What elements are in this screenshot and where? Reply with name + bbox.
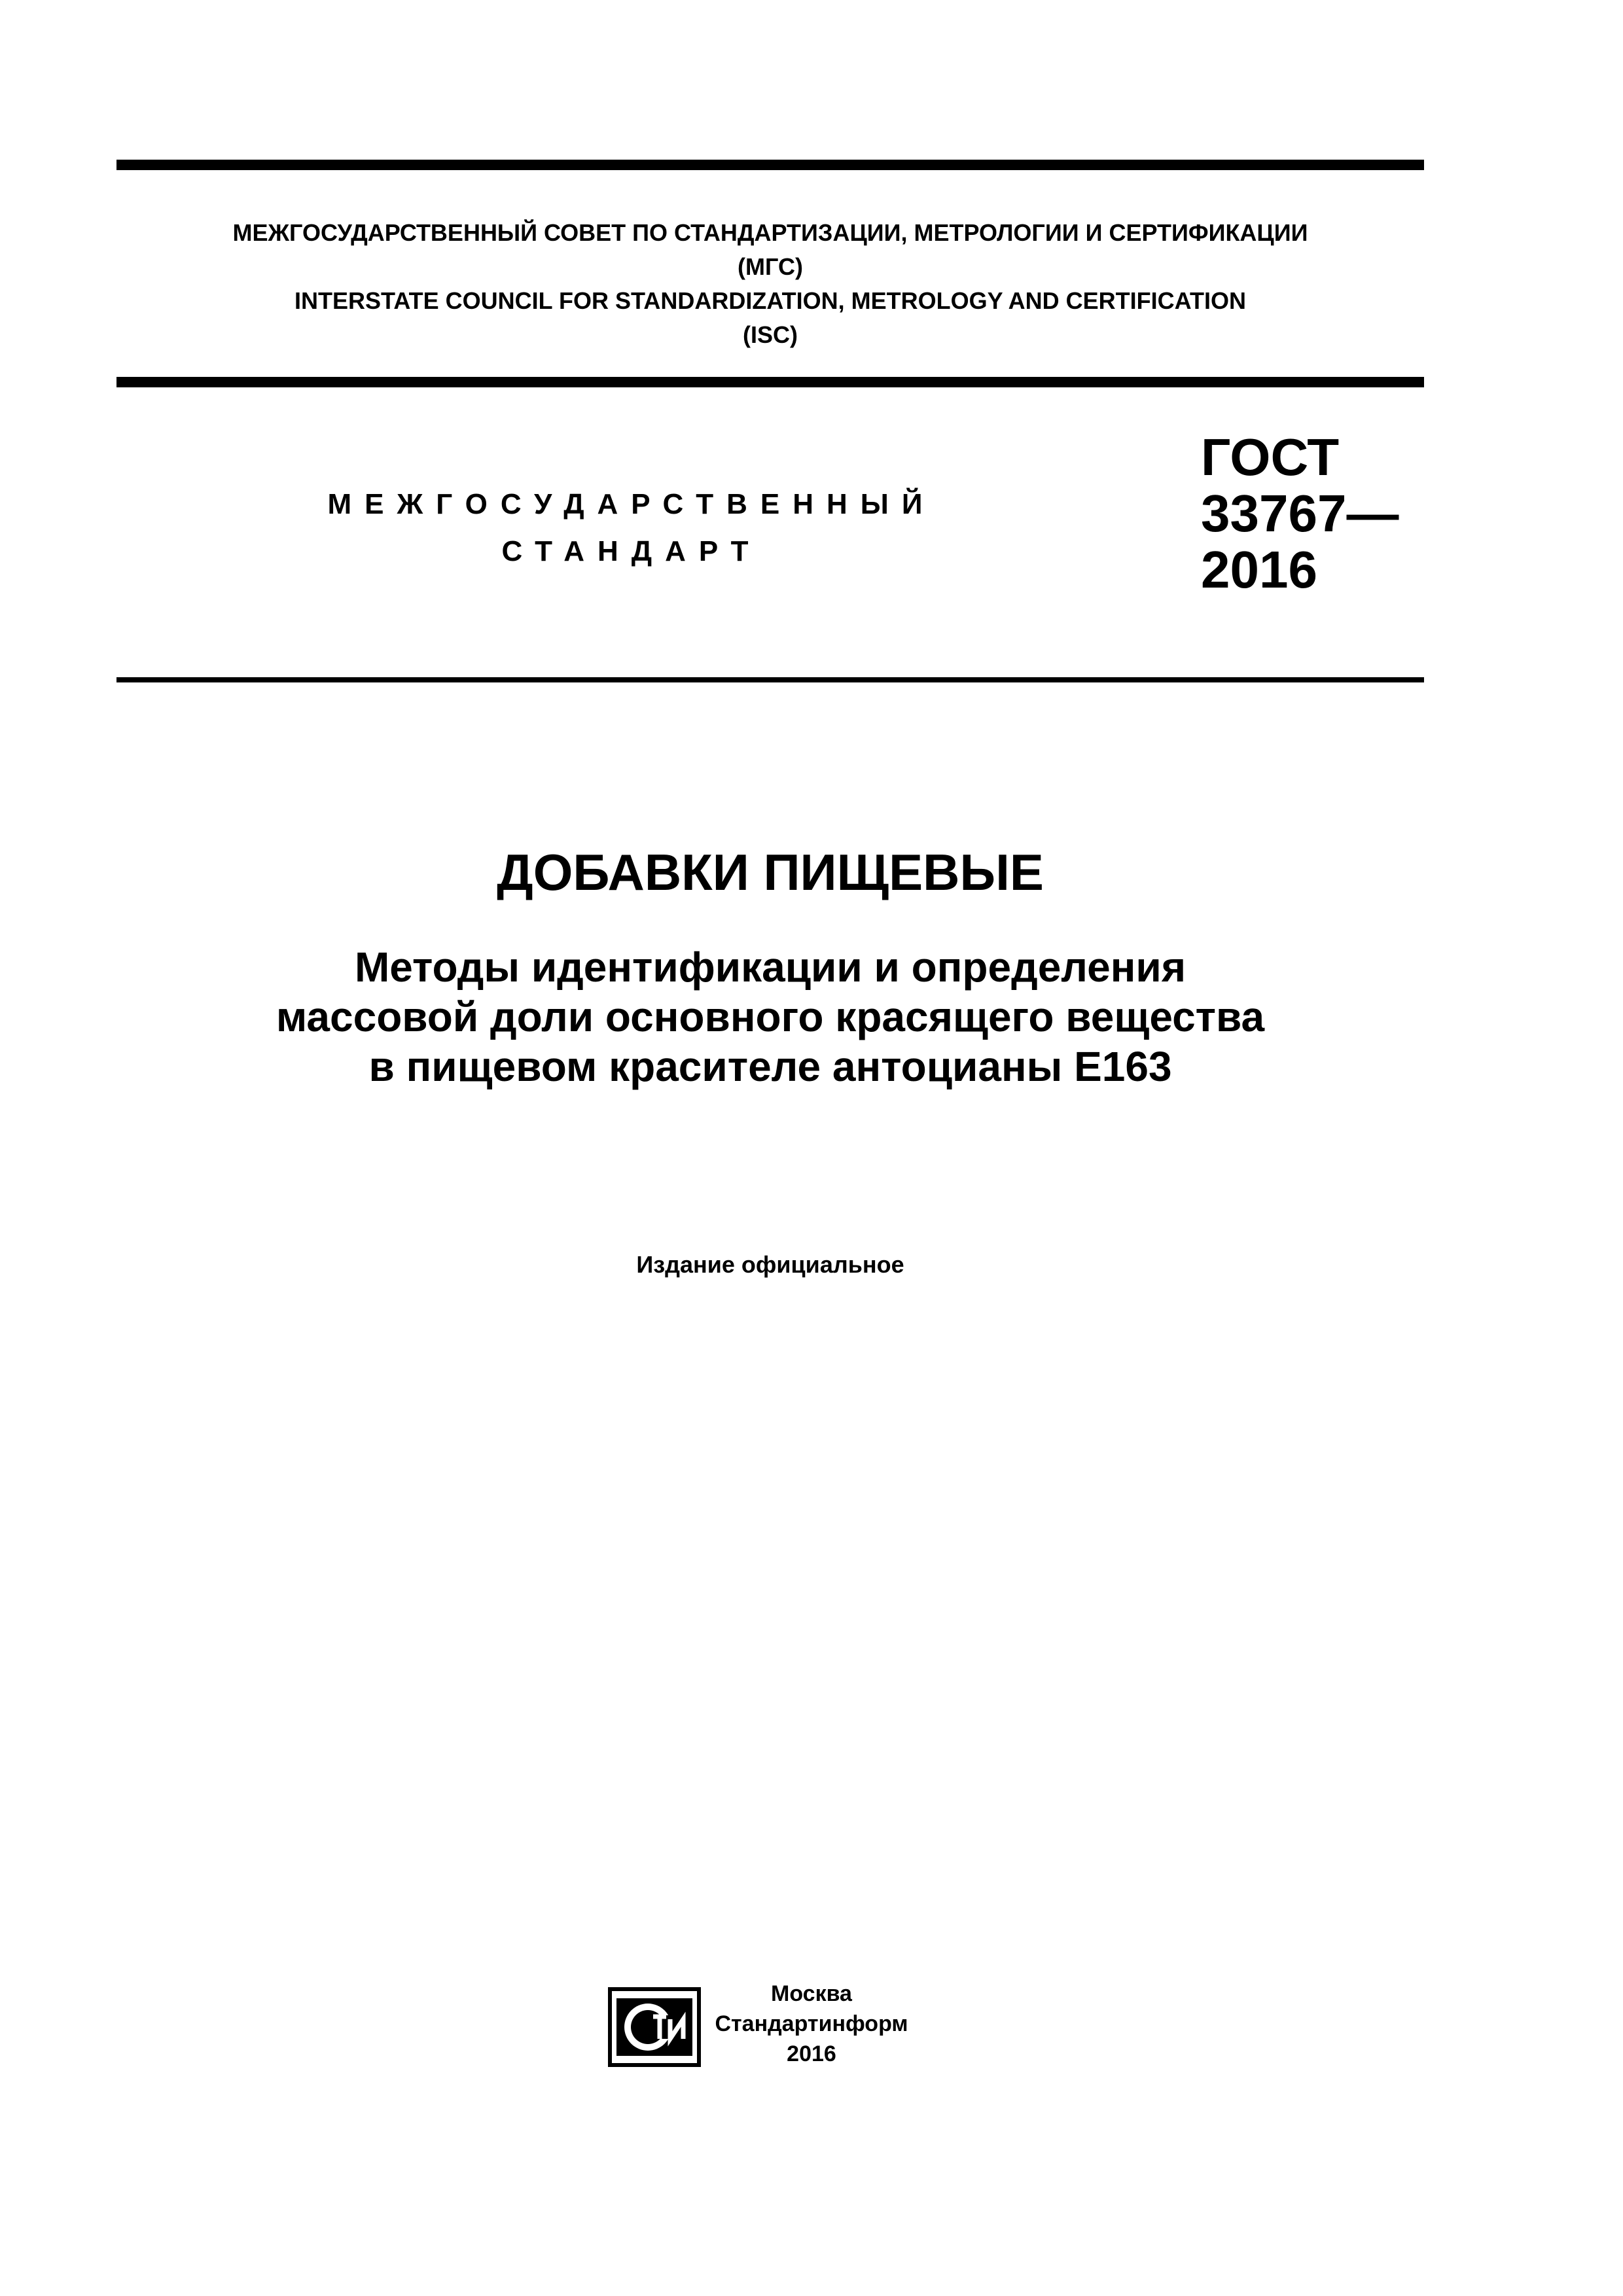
publisher-city: Москва bbox=[771, 1981, 852, 2006]
main-title: ДОБАВКИ ПИЩЕВЫЕ bbox=[497, 843, 1044, 901]
subtitle bbox=[116, 942, 1424, 1091]
council-en-abbr: (ISC) bbox=[743, 321, 798, 348]
publisher-name: Стандартинформ bbox=[715, 2011, 908, 2036]
standard-type-line-1: МЕЖГОСУДАРСТВЕННЫЙ bbox=[327, 488, 936, 520]
standard-designation bbox=[1201, 429, 1399, 598]
council-ru-name: МЕЖГОСУДАРСТВЕННЫЙ СОВЕТ ПО СТАНДАРТИЗАЦИИ, МЕТРОЛОГИИ И СЕРТИФИКАЦИИ bbox=[232, 219, 1308, 246]
designation-number: 33767— bbox=[1201, 484, 1399, 542]
designation-year: 2016 bbox=[1201, 540, 1317, 599]
standard-type bbox=[288, 481, 975, 575]
edition-label: Издание официальное bbox=[636, 1251, 904, 1278]
designation-prefix: ГОСТ bbox=[1201, 428, 1340, 486]
publisher-block bbox=[713, 1979, 910, 2069]
subtitle-line-2: массовой доли основного красящего вещества bbox=[276, 993, 1265, 1040]
subtitle-line-1: Методы идентификации и определения bbox=[354, 944, 1186, 991]
middle-rule bbox=[116, 377, 1424, 387]
council-header bbox=[116, 216, 1424, 352]
council-ru-abbr: (МГС) bbox=[738, 253, 803, 280]
publisher-year: 2016 bbox=[787, 2041, 836, 2066]
bottom-rule bbox=[116, 677, 1424, 682]
standartinform-logo-icon bbox=[607, 1987, 702, 2068]
subtitle-line-3: в пищевом красителе антоцианы Е163 bbox=[368, 1043, 1172, 1090]
top-rule bbox=[116, 160, 1424, 170]
standard-type-line-2: СТАНДАРТ bbox=[501, 535, 762, 567]
council-en-name: INTERSTATE COUNCIL FOR STANDARDIZATION, METROLOGY AND CERTIFICATION bbox=[294, 287, 1246, 314]
